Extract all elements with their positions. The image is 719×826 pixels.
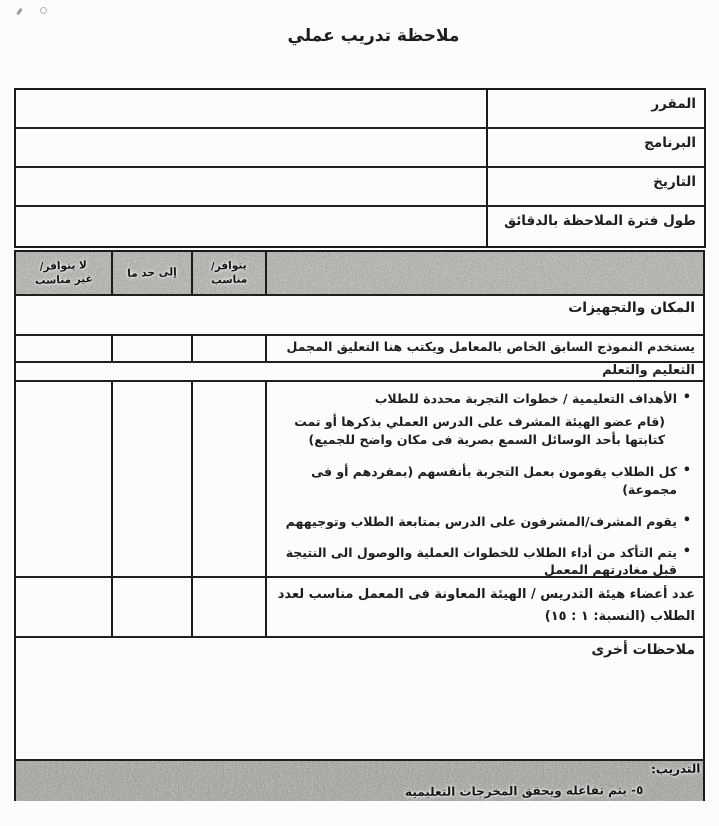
rating-cell-available[interactable]: [193, 578, 267, 636]
place-comment-text: يستخدم النموذج السابق الخاص بالمعامل ويكتب هنا التعليق المجمل: [286, 339, 695, 354]
criterion-objectives-note: (قام عضو الهيئة المشرف على الدرس العملي بذكرها أو تمت كتابتها بأحد الوسائل السمع بصرية فى مكان واضح للجميع): [294, 413, 665, 448]
criterion-objectives: • الأهداف التعليمية / خطوات التجربة محددة للطلاب: [273, 390, 691, 408]
course-value-cell[interactable]: [16, 90, 486, 127]
date-value-cell[interactable]: [16, 168, 486, 205]
criterion-students-experiment: • كل الطلاب يقومون بعمل التجربة بأنفسهم (بمفردهم أو فى مجموعة): [273, 463, 691, 498]
rating-cell-somewhat[interactable]: [113, 578, 193, 636]
somewhat-label: إلى حد ما: [127, 266, 177, 280]
not-available-label-line1: لا يتوافر/: [39, 259, 88, 273]
staff-ratio-row: [16, 578, 703, 638]
info-row-date: [16, 168, 704, 207]
duration-label: طول فترة الملاحظة بالدقائق: [486, 207, 704, 246]
staff-ratio-text: عدد أعضاء هيئة التدريس / الهيئة المعاونة فى المعمل مناسب لعدد الطلاب (النسبة: ١ : ١٥): [277, 587, 695, 625]
observation-table: [14, 250, 705, 801]
page-title: ملاحظة تدريب عملي: [287, 26, 460, 46]
section-teaching-learning: [16, 363, 703, 382]
place-section-title: المكان والتجهيزات: [568, 300, 695, 316]
teaching-section-title: التعليم والتعلم: [602, 363, 695, 378]
rating-cell-not-available[interactable]: [16, 578, 113, 636]
notes-section-title: ملاحظات أخرى: [591, 642, 695, 658]
available-label-line2: مناسب: [210, 273, 248, 287]
rating-cell-not-available[interactable]: [16, 336, 113, 361]
available-label-line1: يتوافر/: [210, 259, 247, 273]
footer-scan-band: [16, 761, 703, 801]
rating-cell-somewhat[interactable]: [113, 382, 193, 576]
teaching-criteria-list: [267, 382, 703, 576]
info-row-duration: [16, 207, 704, 246]
rating-cell-available[interactable]: [193, 336, 267, 361]
info-row-program: [16, 129, 704, 168]
teaching-criteria-row: [16, 382, 703, 578]
rating-header-row: [16, 252, 703, 296]
course-label: المقرر: [486, 90, 704, 127]
info-row-course: [16, 90, 704, 129]
header-col-available: [193, 252, 267, 294]
program-value-cell[interactable]: [16, 129, 486, 166]
header-col-somewhat: [113, 252, 193, 294]
program-label: البرنامج: [486, 129, 704, 166]
criterion-verify-results: • يتم التأكد من أداء الطلاب للخطوات العملية والوصول الى النتيجة قبل مغادرتهم المعمل: [273, 544, 691, 579]
criterion-supervisor-followup: • يقوم المشرف/المشرفون على الدرس بمتابعة الطلاب وتوجيههم: [273, 513, 691, 531]
section-place-equipment: [16, 296, 703, 336]
header-col-not-available: [16, 252, 113, 294]
date-label: التاريخ: [486, 168, 704, 205]
footer-training-label: التدريب:: [650, 761, 701, 777]
rating-cell-not-available[interactable]: [16, 382, 113, 576]
place-comment-row: [16, 336, 703, 363]
not-available-label-line2: غير مناسب: [34, 272, 93, 288]
header-col-item: [267, 252, 703, 294]
footer-outcomes-note: ٥- يتم تفاعله ويحقق المخرجات التعليمية: [404, 782, 644, 800]
other-notes-area[interactable]: [16, 638, 703, 761]
duration-value-cell[interactable]: [16, 207, 486, 246]
rating-cell-somewhat[interactable]: [113, 336, 193, 361]
info-table: [14, 88, 706, 248]
scan-artifact-specks: [18, 6, 78, 20]
rating-cell-available[interactable]: [193, 382, 267, 576]
